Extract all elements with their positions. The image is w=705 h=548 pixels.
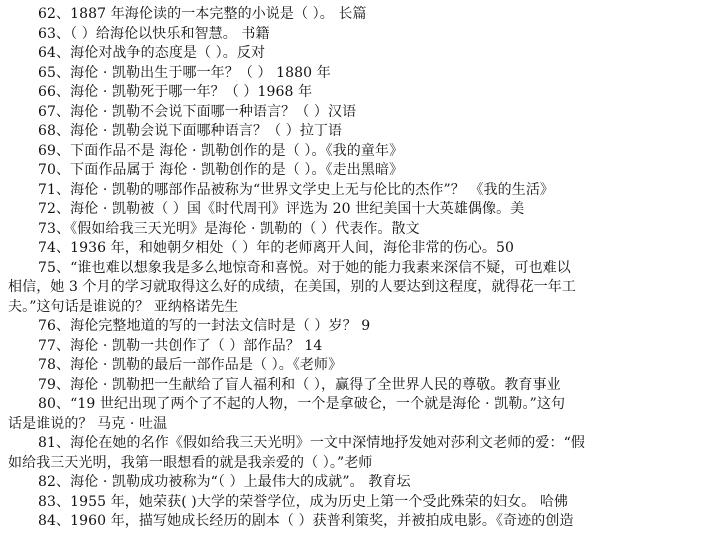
question-line: 65、海伦 · 凯勒出生于哪一年？（ ） 1880 年 <box>38 64 331 81</box>
question-line: 72、海伦 · 凯勒被（ ）国《时代周刊》评选为 20 世纪美国十大英雄偶像。美 <box>38 201 525 217</box>
question-line: 78、海伦 · 凯勒的最后一部作品是（ ）。《老师》 <box>38 357 343 373</box>
question-line: 70、下面作品属于 海伦 · 凯勒创作的是（ ）。《走出黑暗》 <box>38 162 404 178</box>
question-line: 64、海伦对战争的态度是（ ）。反对 <box>38 45 266 61</box>
question-line: 75、“谁也难以想象我是多么地惊奇和喜悦。对于她的能力我素来深信不疑，可也难以 <box>38 259 571 276</box>
question-line: 71、海伦 · 凯勒的哪部作品被称为“世界文学史上无与伦比的杰作”？ 《我的生活》 <box>38 181 555 198</box>
question-continuation-line: 话是谁说的？ 马克 · 吐温 <box>8 415 168 432</box>
question-line: 77、海伦 · 凯勒一共创作了（ ）部作品？ 14 <box>38 337 323 354</box>
question-line: 83、1955 年，她荣获( )大学的荣誉学位，成为历史上第一个受此殊荣的妇女。 哈佛 <box>38 493 569 510</box>
question-line: 82、海伦 · 凯勒成功被称为“（ ）上最伟大的成就”。 教育坛 <box>38 474 411 490</box>
question-line: 79、海伦 · 凯勒把一生献给了盲人福利和（ ），赢得了全世界人民的尊敬。教育事业 <box>38 376 561 393</box>
question-line: 73、《假如给我三天光明》是海伦 · 凯勒的（ ）代表作。散文 <box>38 220 420 237</box>
question-continuation-line: 相信，她 3 个月的学习就取得这么好的成绩，在美国，别的人要达到这程度，就得花一年工 <box>8 279 577 295</box>
question-line: 69、下面作品不是 海伦 · 凯勒创作的是（ ）。《我的童年》 <box>38 142 404 159</box>
question-line: 62、1887 年海伦读的一本完整的小说是（ ）。 长篇 <box>38 6 367 22</box>
question-continuation-line: 如给我三天光明，我第一眼想看的就是我亲爱的（ ）。”老师 <box>8 454 373 471</box>
question-line: 84、1960 年，描写她成长经历的剧本（ ）获普利策奖，并被拍成电影。《奇迹的创造 <box>38 513 574 529</box>
question-line: 68、海伦 · 凯勒会说下面哪种语言？（ ）拉丁语 <box>38 123 343 139</box>
question-line: 80、“19 世纪出现了两个了不起的人物，一个是拿破仑，一个就是海伦 · 凯勒。”这句 <box>38 396 566 412</box>
question-line: 74、1936 年，和她朝夕相处（ ）年的老师离开人间，海伦非常的伤心。50 <box>38 240 514 256</box>
question-line: 81、海伦在她的名作《假如给我三天光明》一文中深情地抒发她对莎利文老师的爱：“假 <box>38 435 585 451</box>
question-line: 63、（ ）给海伦以快乐和智慧。 书籍 <box>38 25 270 42</box>
question-line: 66、海伦 · 凯勒死于哪一年？（ ）1968 年 <box>38 84 313 100</box>
question-line: 67、海伦 · 凯勒不会说下面哪一种语言？（ ）汉语 <box>38 103 357 120</box>
question-line: 76、海伦完整地道的写的一封法文信时是（ ）岁？ 9 <box>38 318 371 334</box>
question-continuation-line: 夫。”这句话是谁说的？ 亚纳格诺先生 <box>8 298 239 315</box>
